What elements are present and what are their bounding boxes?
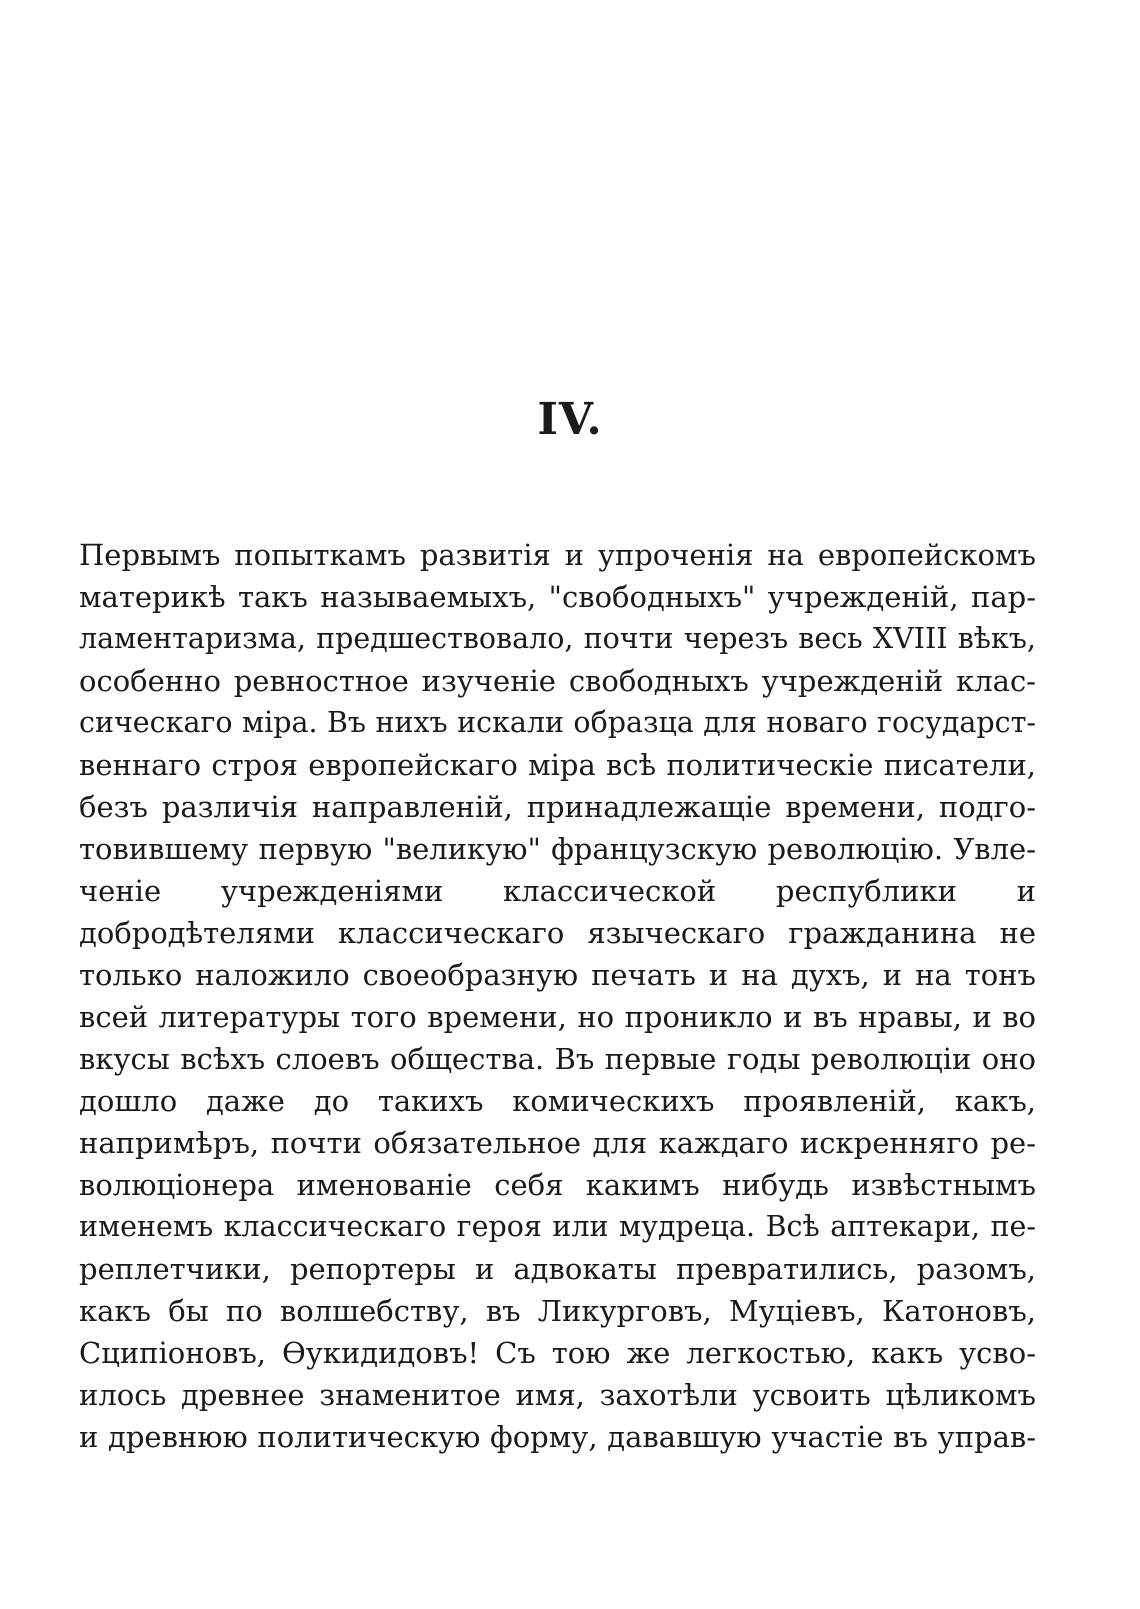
text-line: дошло даже до такихъ комическихъ проявленій, какъ,: [79, 1084, 1036, 1118]
text-line: и древнюю политическую форму, дававшую участіе въ управ-: [79, 1420, 1036, 1454]
text-line: напримѣръ, почти обязательное для каждаго искренняго ре-: [79, 1126, 1036, 1160]
text-line: Первымъ попыткамъ развитія и упроченія на европейскомъ: [79, 538, 1036, 572]
text-line: материкѣ такъ называемыхъ, "свободныхъ" учрежденій, пар-: [79, 580, 1036, 614]
text-line: только наложило своеобразную печать и на духъ, и на тонъ: [79, 958, 1036, 992]
chapter-heading: IV.: [537, 394, 603, 445]
text-line: какъ бы по волшебству, въ Ликурговъ, Муціевъ, Катоновъ,: [79, 1294, 1036, 1328]
text-line: ламентаризма, предшествовало, почти черезъ весь XVIII вѣкъ,: [79, 622, 1036, 655]
text-line: именемъ классическаго героя или мудреца. Всѣ аптекари, пе-: [79, 1210, 1036, 1243]
text-line: илось древнее знаменитое имя, захотѣли усвоить цѣликомъ: [79, 1378, 1036, 1412]
text-line: сическаго міра. Въ нихъ искали образца для новаго государст-: [79, 706, 1036, 739]
text-line: Сципіоновъ, Ѳукидидовъ! Съ тою же легкостью, какъ усво-: [79, 1336, 1036, 1370]
text-line: безъ различія направленій, принадлежащіе времени, подго-: [79, 790, 1036, 824]
text-line: вкусы всѣхъ слоевъ общества. Въ первые годы революціи оно: [79, 1042, 1036, 1076]
body-text: [79, 534, 1036, 1458]
text-line: реплетчики, репортеры и адвокаты превратились, разомъ,: [79, 1252, 1036, 1286]
text-line: всей литературы того времени, но проникло и въ нравы, и во: [79, 1000, 1036, 1034]
text-line: волюціонера именованіе себя какимъ нибудь извѣстнымъ: [79, 1168, 1036, 1202]
text-line: особенно ревностное изученіе свободныхъ учрежденій клас-: [79, 664, 1036, 698]
text-line: веннаго строя европейскаго міра всѣ политическіе писатели,: [79, 748, 1036, 782]
text-line: товившему первую "великую" французскую революцію. Увле-: [79, 832, 1036, 866]
text-line: добродѣтелями классическаго языческаго гражданина не: [79, 916, 1036, 950]
text-line: ченіе учрежденіями классической республики и: [79, 874, 1036, 908]
